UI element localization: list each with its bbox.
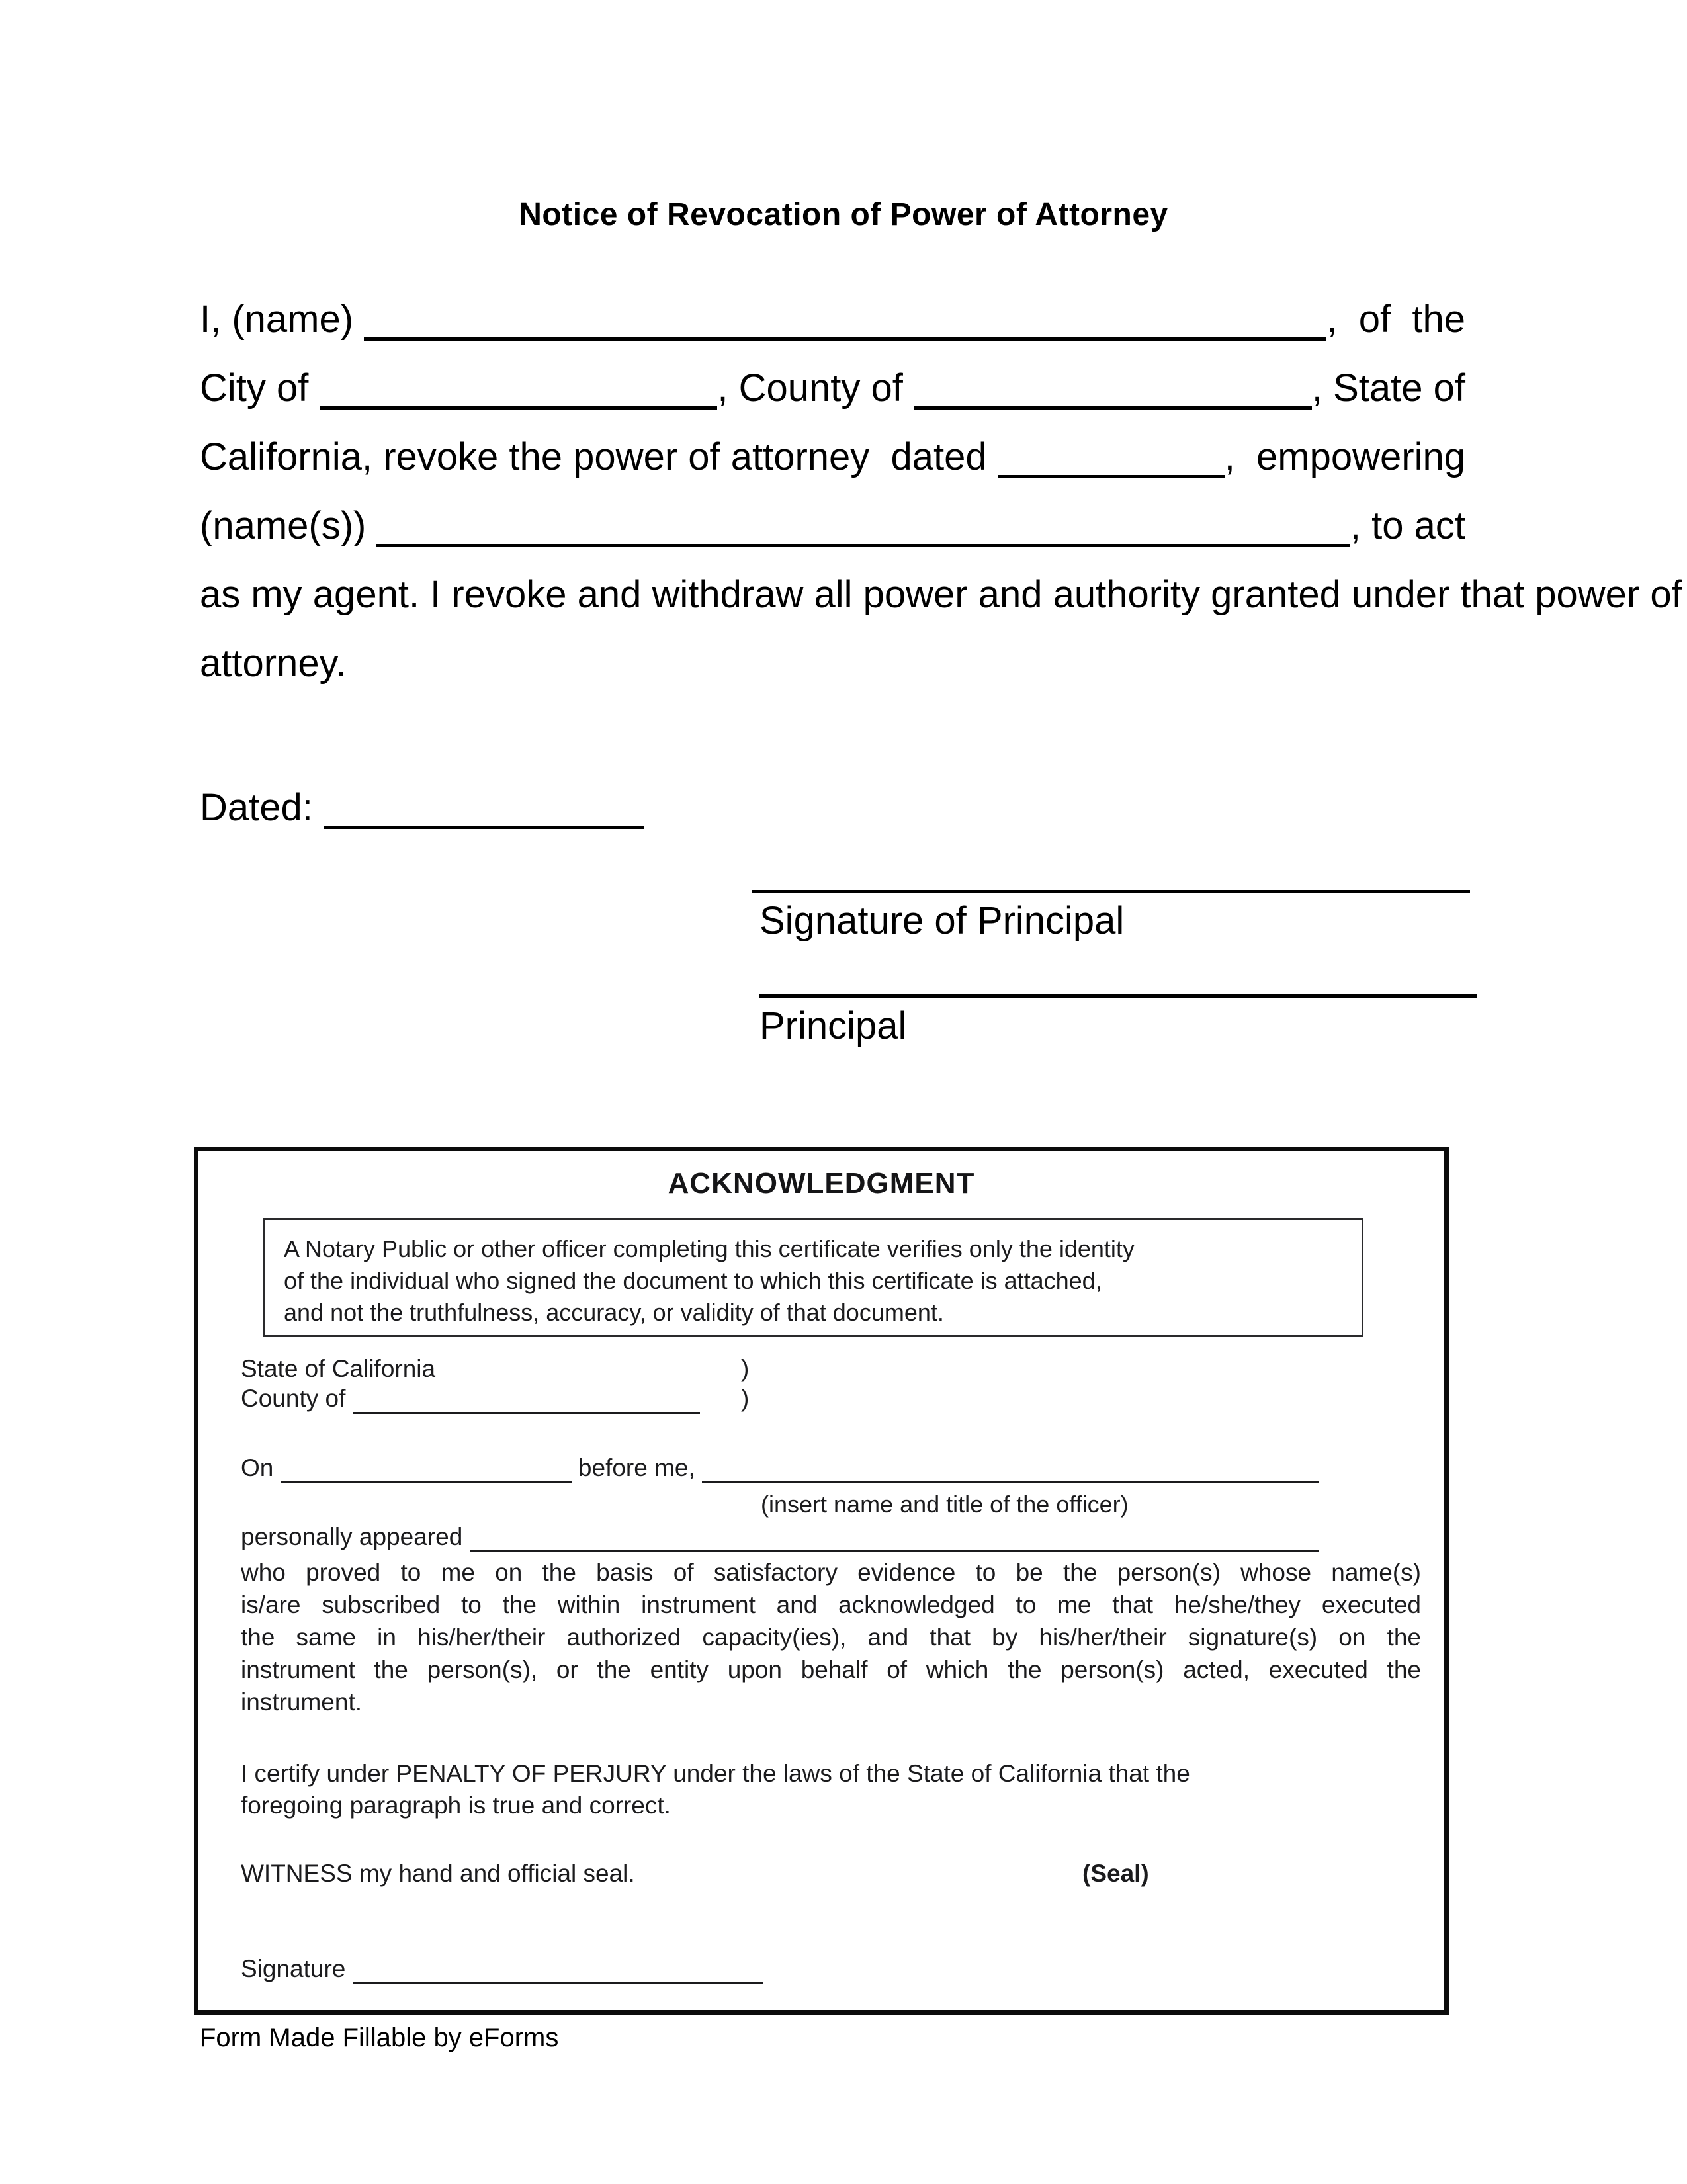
- body-line-2-post: , State of: [1311, 367, 1466, 410]
- on-label: On: [241, 1454, 281, 1481]
- ack-body-line-3: the same in his/her/their authorized capacity(ies), and that by his/her/their signature(s) on the: [241, 1624, 1421, 1651]
- ack-body-line-2: is/are subscribed to the within instrument and acknowledged to me that he/she/they executed: [241, 1591, 1421, 1618]
- body-line-4-pre: (name(s)): [200, 504, 377, 547]
- poa-date-blank[interactable]: [998, 442, 1225, 478]
- body-line-2-pre: City of: [200, 367, 320, 410]
- appearer-names-blank[interactable]: [470, 1528, 1319, 1552]
- personally-appeared-label: personally appeared: [241, 1523, 470, 1550]
- seal-label: (Seal): [1082, 1860, 1149, 1887]
- agent-names-blank[interactable]: [376, 511, 1350, 547]
- body-line-1-pre: I, (name): [200, 298, 365, 341]
- principal-signature-line[interactable]: [752, 890, 1470, 893]
- personally-appeared-line: [241, 1522, 1319, 1552]
- name-blank[interactable]: [364, 304, 1326, 341]
- footer-note: Form Made Fillable by eForms: [200, 2023, 559, 2052]
- ack-body-line-4: instrument the person(s), or the entity upon behalf of which the person(s) acted, executed the: [241, 1656, 1421, 1683]
- on-line: [241, 1453, 1319, 1483]
- body-line-1: [200, 298, 1465, 341]
- principal-name-line[interactable]: [759, 994, 1477, 998]
- disclaimer-line-1: A Notary Public or other officer completing this certificate verifies only the identity: [284, 1235, 1135, 1262]
- witness-line: WITNESS my hand and official seal.: [241, 1860, 635, 1887]
- state-paren: ): [741, 1355, 750, 1382]
- certify-line-2: foregoing paragraph is true and correct.: [241, 1792, 671, 1819]
- city-blank[interactable]: [320, 373, 718, 410]
- page-title: Notice of Revocation of Power of Attorney: [519, 197, 1168, 232]
- notary-disclaimer-box: [263, 1218, 1363, 1337]
- notary-signature-label: Signature: [241, 1955, 353, 1982]
- body-line-5: as my agent. I revoke and withdraw all power and authority granted under that power of: [200, 573, 1682, 616]
- ack-body-line-1: who proved to me on the basis of satisfactory evidence to be the person(s) whose name(s): [241, 1559, 1421, 1586]
- body-line-4-post: , to act: [1350, 504, 1465, 547]
- officer-name-blank[interactable]: [702, 1459, 1319, 1483]
- acknowledgment-title: ACKNOWLEDGMENT: [668, 1167, 975, 1200]
- body-line-3: [200, 436, 1465, 478]
- state-line: State of California: [241, 1355, 436, 1382]
- notary-signature-line: [241, 1954, 763, 1984]
- certify-line-1: I certify under PENALTY OF PERJURY under the laws of the State of California that the: [241, 1760, 1190, 1787]
- dated-blank[interactable]: [324, 793, 644, 829]
- county-blank[interactable]: [914, 373, 1312, 410]
- notary-signature-blank[interactable]: [353, 1960, 763, 1984]
- officer-hint: (insert name and title of the officer): [761, 1491, 1129, 1518]
- body-line-6: attorney.: [200, 642, 347, 685]
- notary-date-blank[interactable]: [281, 1459, 572, 1483]
- disclaimer-line-2: of the individual who signed the document to which this certificate is attached,: [284, 1267, 1102, 1294]
- body-line-1-post: , of the: [1326, 298, 1465, 341]
- ack-body-line-5: instrument.: [241, 1688, 363, 1716]
- county-line: [241, 1383, 700, 1414]
- dated-line: [200, 787, 644, 829]
- disclaimer-line-3: and not the truthfulness, accuracy, or validity of that document.: [284, 1299, 944, 1326]
- body-line-3-pre: California, revoke the power of attorney dated: [200, 435, 998, 478]
- before-me-label: before me,: [571, 1454, 703, 1481]
- county-paren: ): [741, 1385, 750, 1412]
- principal-label: Principal: [759, 1004, 907, 1047]
- body-line-4: [200, 505, 1465, 547]
- body-line-2-mid: , County of: [717, 367, 914, 410]
- body-line-2: [200, 367, 1465, 410]
- body-line-3-post: , empowering: [1224, 435, 1465, 478]
- dated-label: Dated:: [200, 786, 324, 829]
- acknowledgment-box: [194, 1147, 1449, 2015]
- ack-county-blank[interactable]: [353, 1389, 700, 1414]
- signature-of-principal-label: Signature of Principal: [759, 899, 1125, 942]
- ack-county-label: County of: [241, 1385, 353, 1412]
